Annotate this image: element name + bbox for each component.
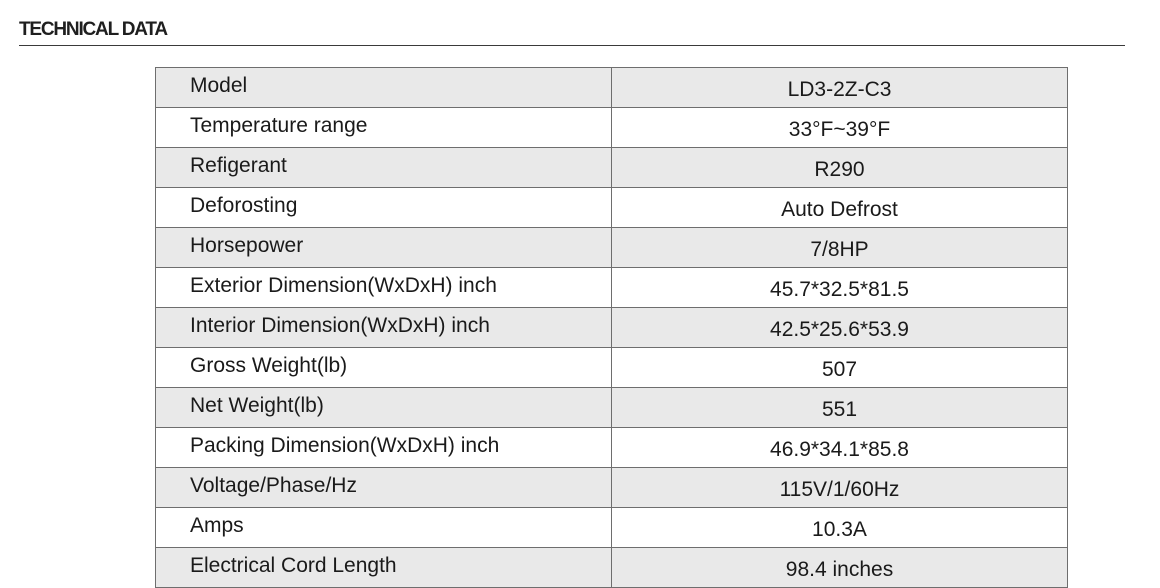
spec-value: 115V/1/60Hz [612, 468, 1068, 508]
spec-label: Gross Weight(lb) [156, 348, 612, 388]
spec-table-body [156, 68, 1068, 588]
table-row [156, 188, 1068, 228]
spec-label: Interior Dimension(WxDxH) inch [156, 308, 612, 348]
section-title: TECHNICAL DATA [19, 19, 167, 40]
table-row [156, 148, 1068, 188]
spec-value: 507 [612, 348, 1068, 388]
table-row [156, 548, 1068, 588]
spec-label: Horsepower [156, 228, 612, 268]
spec-label: Net Weight(lb) [156, 388, 612, 428]
table-row [156, 428, 1068, 468]
table-row [156, 268, 1068, 308]
spec-value: 33°F~39°F [612, 108, 1068, 148]
table-row [156, 508, 1068, 548]
title-divider [19, 45, 1125, 46]
spec-label: Voltage/Phase/Hz [156, 468, 612, 508]
spec-label: Amps [156, 508, 612, 548]
table-row [156, 308, 1068, 348]
spec-label: Electrical Cord Length [156, 548, 612, 588]
table-row [156, 348, 1068, 388]
spec-value: 10.3A [612, 508, 1068, 548]
spec-label: Exterior Dimension(WxDxH) inch [156, 268, 612, 308]
spec-value: 98.4 inches [612, 548, 1068, 588]
spec-value: 7/8HP [612, 228, 1068, 268]
table-row [156, 468, 1068, 508]
table-row [156, 388, 1068, 428]
spec-value: LD3-2Z-C3 [612, 68, 1068, 108]
spec-label: Refigerant [156, 148, 612, 188]
spec-value: 42.5*25.6*53.9 [612, 308, 1068, 348]
spec-value: Auto Defrost [612, 188, 1068, 228]
technical-data-table [155, 67, 1068, 588]
spec-label: Packing Dimension(WxDxH) inch [156, 428, 612, 468]
spec-label: Temperature range [156, 108, 612, 148]
spec-label: Model [156, 68, 612, 108]
spec-value: 551 [612, 388, 1068, 428]
table-row [156, 108, 1068, 148]
table-row [156, 68, 1068, 108]
spec-value: 45.7*32.5*81.5 [612, 268, 1068, 308]
spec-value: 46.9*34.1*85.8 [612, 428, 1068, 468]
table-row [156, 228, 1068, 268]
spec-label: Deforosting [156, 188, 612, 228]
spec-value: R290 [612, 148, 1068, 188]
